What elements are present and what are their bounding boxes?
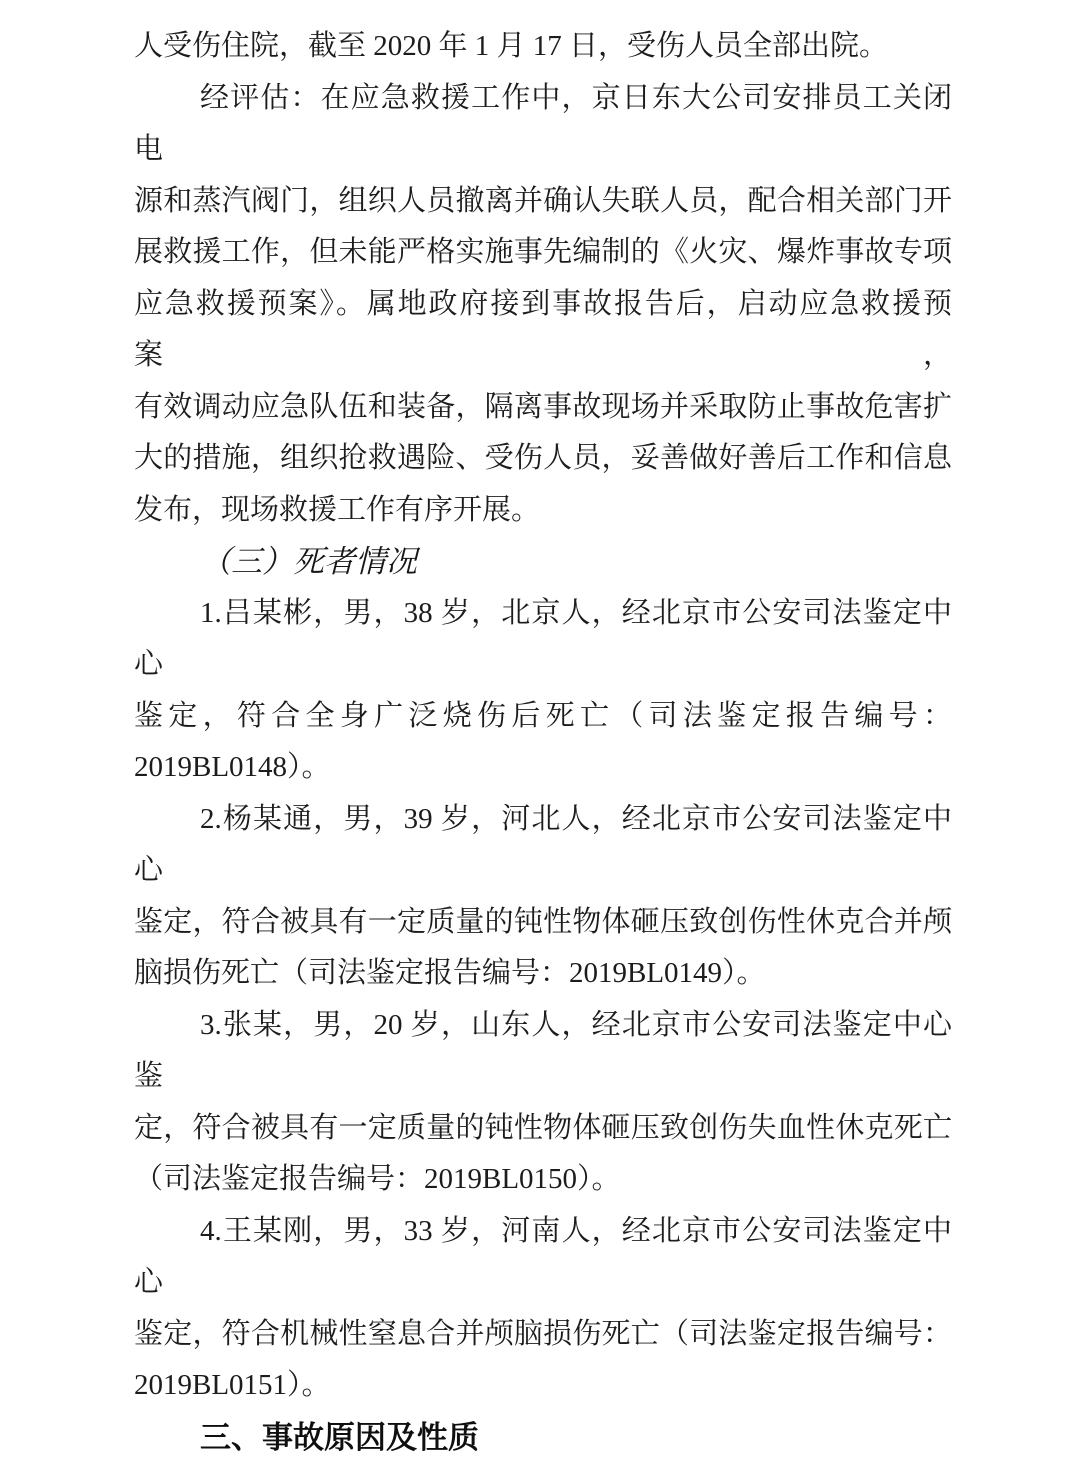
document-body [134, 21, 952, 1463]
text-line: 大的措施，组织抢救遇险、受伤人员，妥善做好善后工作和信息 [134, 433, 952, 485]
text-line: 2.杨某通，男，39 岁，河北人，经北京市公安司法鉴定中心 [134, 794, 952, 897]
text-line: 脑损伤死亡（司法鉴定报告编号：2019BL0149）。 [134, 948, 952, 1000]
text-line: 发布，现场救援工作有序开展。 [134, 485, 952, 537]
body-paragraph [134, 588, 952, 794]
text-line: 鉴定，符合全身广泛烧伤后死亡（司法鉴定报告编号： [134, 691, 952, 743]
body-paragraph [134, 1000, 952, 1206]
text-line: 定，符合被具有一定质量的钝性物体砸压致创伤失血性休克死亡 [134, 1103, 952, 1155]
text-line: 2019BL0148）。 [134, 742, 952, 794]
text-line: 展救援工作，但未能严格实施事先编制的《火灾、爆炸事故专项 [134, 227, 952, 279]
text-line: 三、事故原因及性质 [134, 1412, 952, 1463]
text-line: 2019BL0151）。 [134, 1360, 952, 1412]
text-line: （三）死者情况 [134, 536, 952, 588]
subsection-heading [134, 536, 952, 588]
text-line: 有效调动应急队伍和装备，隔离事故现场并采取防止事故危害扩 [134, 382, 952, 434]
text-line: 应急救援预案》。属地政府接到事故报告后，启动应急救援预案， [134, 279, 952, 382]
text-line: 人受伤住院，截至 2020 年 1 月 17 日，受伤人员全部出院。 [134, 21, 952, 73]
body-paragraph [134, 73, 952, 537]
text-line: 1.吕某彬，男，38 岁，北京人，经北京市公安司法鉴定中心 [134, 588, 952, 691]
body-paragraph [134, 21, 952, 73]
text-line: 4.王某刚，男，33 岁，河南人，经北京市公安司法鉴定中心 [134, 1206, 952, 1309]
text-line: （司法鉴定报告编号：2019BL0150）。 [134, 1154, 952, 1206]
text-line: 经评估：在应急救援工作中，京日东大公司安排员工关闭电 [134, 73, 952, 176]
text-line: 鉴定，符合机械性窒息合并颅脑损伤死亡（司法鉴定报告编号： [134, 1309, 952, 1361]
text-line: 3.张某，男，20 岁，山东人，经北京市公安司法鉴定中心鉴 [134, 1000, 952, 1103]
body-paragraph [134, 1206, 952, 1412]
section-heading [134, 1412, 952, 1463]
text-line: 鉴定，符合被具有一定质量的钝性物体砸压致创伤性休克合并颅 [134, 897, 952, 949]
body-paragraph [134, 794, 952, 1000]
text-line: 源和蒸汽阀门，组织人员撤离并确认失联人员，配合相关部门开 [134, 176, 952, 228]
